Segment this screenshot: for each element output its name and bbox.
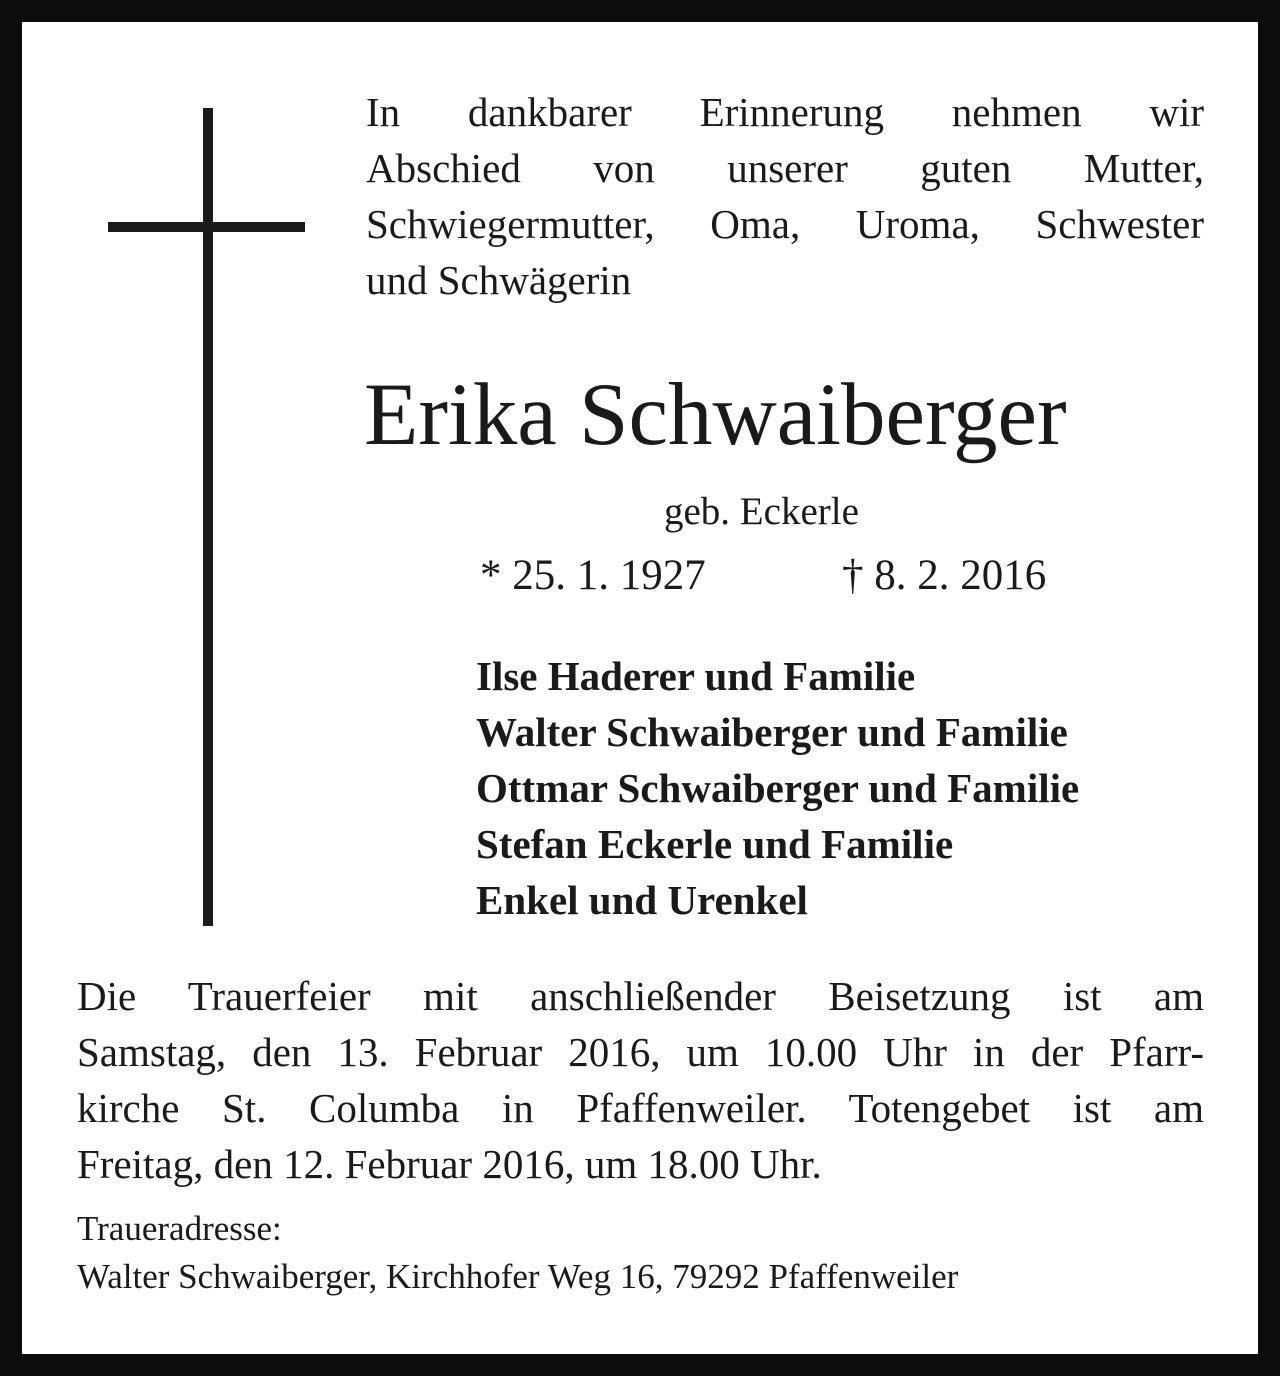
address-label: Traueradresse: [77,1209,282,1248]
service-line: kirche St. Columba in Pfaffenweiler. Totengebet ist am [77,1085,1204,1131]
mourner-item: Enkel und Urenkel [476,877,808,923]
service-line: Samstag, den 13. Februar 2016, um 10.00 Uhr in der Pfarr- [77,1029,1204,1075]
mourner-item: Stefan Eckerle und Familie [476,821,954,867]
deceased-name: Erika Schwaiberger [364,366,1067,464]
service-line: Freitag, den 12. Februar 2016, um 18.00 Uhr. [77,1141,822,1187]
death-date: † 8. 2. 2016 [842,552,1047,599]
mourners-list [476,648,1079,928]
mourner-item: Walter Schwaiberger und Familie [476,709,1068,755]
intro-text [366,84,1204,308]
intro-line: Abschied von unserer guten Mutter, [366,145,1204,191]
intro-line: Schwiegermutter, Oma, Uroma, Schwester [366,201,1204,247]
birth-date: * 25. 1. 1927 [480,552,706,599]
maiden-name: geb. Eckerle [664,490,859,533]
intro-line: In dankbarer Erinnerung nehmen wir [366,89,1204,135]
service-line: Die Trauerfeier mit anschließender Beisetzung ist am [77,973,1204,1019]
address-text: Walter Schwaiberger, Kirchhofer Weg 16, 79292 Pfaffenweiler [77,1257,959,1296]
cross-icon-horizontal-bar [108,222,305,232]
intro-line: und Schwägerin [366,257,632,303]
service-text [77,968,1204,1192]
mourner-item: Ottmar Schwaiberger und Familie [476,765,1080,811]
mourner-item: Ilse Haderer und Familie [476,653,916,699]
